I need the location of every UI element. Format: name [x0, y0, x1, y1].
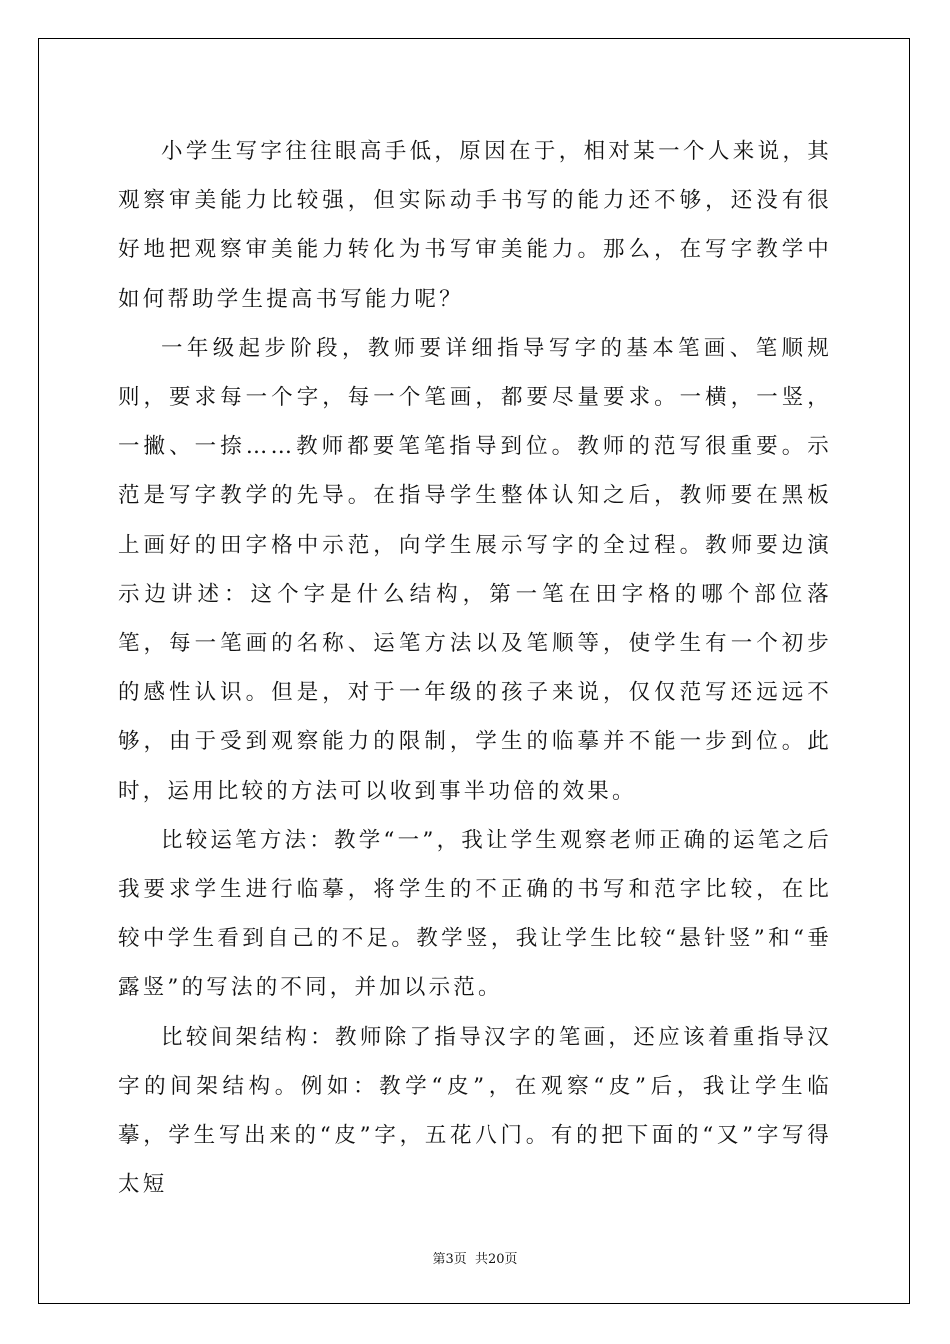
- paragraph-4: 比较间架结构：教师除了指导汉字的笔画，还应该着重指导汉字的间架结构。例如：教学“皮”，在观察“皮”后，我让学生临摹，学生写出来的“皮”字，五花八门。有的把下面的“又”字写得太短: [118, 1024, 832, 1198]
- paragraph-3: 比较运笔方法：教学“一”，我让学生观察老师正确的运笔之后我要求学生进行临摹，将学生的不正确的书写和范字比较，在比较中学生看到自己的不足。教学竖，我让学生比较“悬针竖”和“垂露竖”的写法的不同，并加以示范。: [118, 827, 832, 1001]
- page-number: 第3页: [432, 1252, 467, 1267]
- document-body: [118, 127, 832, 1209]
- page-footer: [0, 1248, 950, 1267]
- paragraph-2: 一年级起步阶段，教师要详细指导写字的基本笔画、笔顺规则，要求每一个字，每一个笔画，都要尽量要求。一横，一竖，一撇、一捺……教师都要笔笔指导到位。教师的范写很重要。示范是写字教学的先导。在指导学生整体认知之后，教师要在黑板上画好的田字格中示范，向学生展示写字的全过程。教师要边演示边讲述：这个字是什么结构，第一笔在田字格的哪个部位落笔，每一笔画的名称、运笔方法以及笔顺等，使学生有一个初步的感性认识。但是，对于一年级的孩子来说，仅仅范写还远远不够，由于受到观察能力的限制，学生的临摹并不能一步到位。此时，运用比较的方法可以收到事半功倍的效果。: [118, 335, 832, 804]
- total-pages: 共20页: [474, 1252, 518, 1267]
- paragraph-1: 小学生写字往往眼高手低，原因在于，相对某一个人来说，其观察审美能力比较强，但实际动手书写的能力还不够，还没有很好地把观察审美能力转化为书写审美能力。那么，在写字教学中如何帮助学生提高书写能力呢？: [118, 139, 832, 312]
